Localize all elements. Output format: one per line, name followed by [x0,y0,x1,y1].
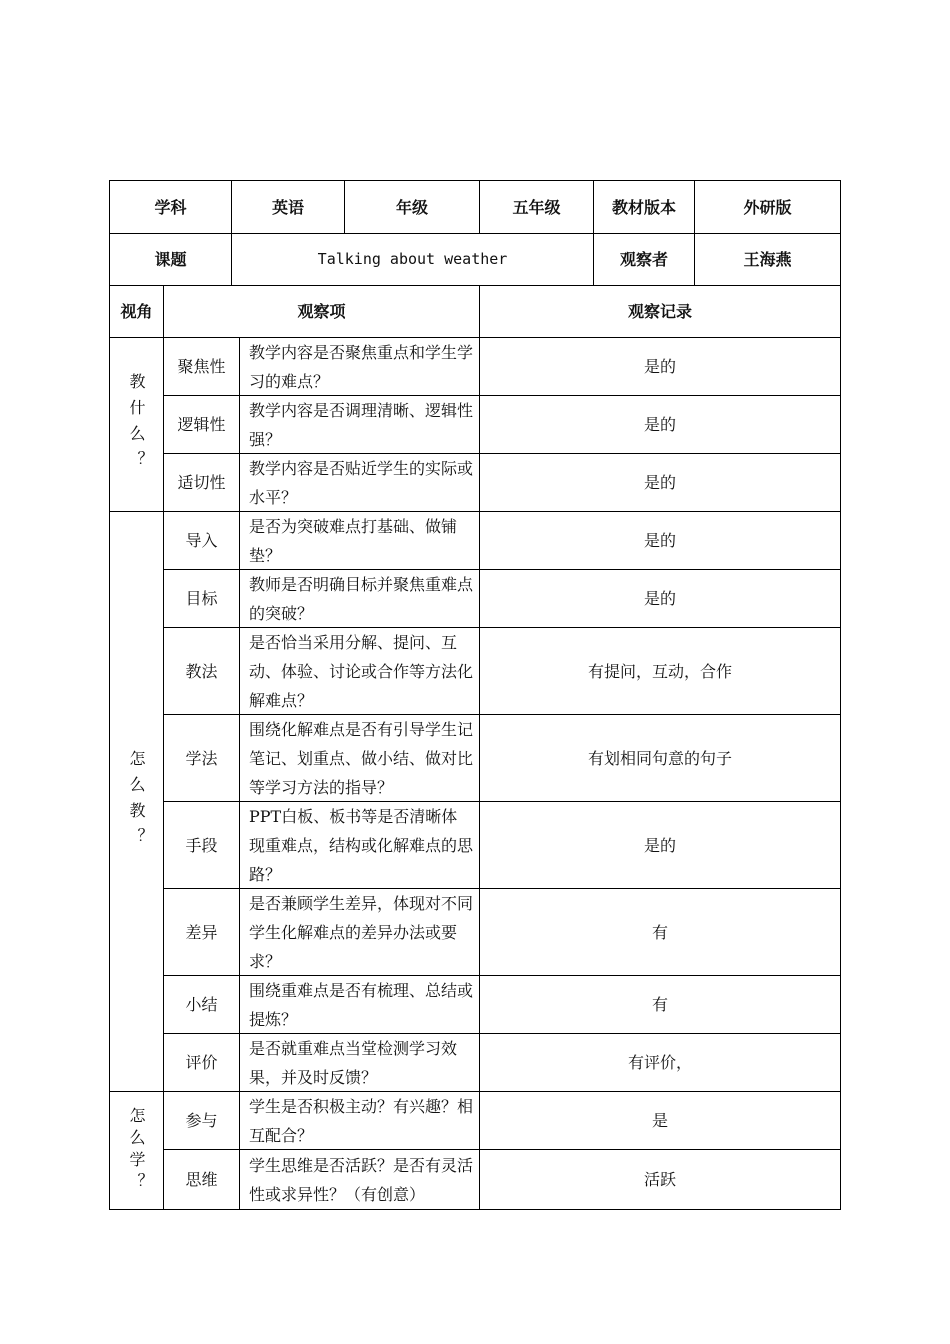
question-cell: PPT白板、板书等是否清晰体现重难点，结构或化解难点的思路？ [249,806,474,884]
aspect-cell: 学法 [185,748,218,768]
record-cell: 有 [651,995,668,1014]
question-cell: 围绕重难点是否有梳理、总结或提炼？ [249,980,474,1029]
grid-line [109,1209,841,1210]
record-cell: 是的 [643,531,676,550]
question-cell: 学生思维是否活跃？是否有灵活性或求异性？（有创意） [249,1155,474,1204]
section-label-how-to-learn: 怎么学？ [127,1106,146,1195]
column-header-item: 观察项 [297,302,346,321]
record-cell: 有提问，互动，合作 [587,661,732,681]
question-cell: 是否为突破难点打基础、做铺垫？ [249,516,458,565]
topic-label: 课题 [154,250,187,269]
question-cell: 围绕化解难点是否有引导学生记笔记、划重点、做小结、做对比等学习方法的指导？ [249,719,474,797]
grade-value: 五年级 [512,197,561,217]
question-cell: 学生是否积极主动？有兴趣？相互配合？ [249,1096,474,1145]
grade-label: 年级 [395,197,428,217]
grid-line [840,180,841,1210]
subject-label: 学科 [154,197,187,217]
question-cell: 是否就重难点当堂检测学习效果，并及时反馈？ [249,1038,458,1087]
edition-value: 外研版 [743,197,792,217]
record-cell: 有评价， [627,1053,692,1072]
record-cell: 有划相同句意的句子 [587,748,732,768]
edition-label: 教材版本 [611,197,676,217]
question-cell: 是否兼顾学生差异，体现对不同学生化解难点的差异办法或要求？ [249,893,474,971]
record-cell: 有 [651,922,668,942]
aspect-cell: 聚焦性 [177,357,226,376]
aspect-cell: 参与 [185,1111,218,1130]
question-cell: 教学内容是否贴近学生的实际或水平？ [249,458,474,507]
record-cell: 是 [651,1111,668,1130]
question-cell: 教学内容是否调理清晰、逻辑性强？ [249,400,474,449]
question-cell: 教师是否明确目标并聚焦重难点的突破？ [249,574,474,623]
aspect-cell: 目标 [185,589,218,608]
observer-value: 王海燕 [743,250,792,269]
aspect-cell: 评价 [185,1053,218,1072]
record-cell: 是的 [643,589,676,608]
aspect-cell: 逻辑性 [177,415,226,434]
column-header-record: 观察记录 [627,302,692,321]
aspect-cell: 差异 [185,922,218,942]
question-cell: 是否恰当采用分解、提问、互动、体验、讨论或合作等方法化解难点？ [249,632,474,710]
record-cell: 是的 [643,415,676,434]
record-cell: 是的 [643,835,676,855]
subject-value: 英语 [271,197,304,217]
aspect-cell: 小结 [185,995,218,1014]
record-cell: 是的 [643,473,676,492]
section-label-how-to-teach: 怎么教？ [127,749,146,854]
record-cell: 活跃 [643,1170,676,1189]
observer-label: 观察者 [619,250,668,269]
column-header-perspective: 视角 [120,302,153,321]
aspect-cell: 教法 [185,661,218,681]
aspect-cell: 手段 [185,835,218,855]
observation-table [109,180,841,1210]
aspect-cell: 思维 [185,1170,218,1189]
aspect-cell: 适切性 [177,473,226,492]
section-label-what-to-teach: 教什么？ [127,372,146,477]
record-cell: 是的 [643,357,676,376]
aspect-cell: 导入 [185,531,218,550]
topic-value: Talking about weather [317,250,508,268]
question-cell: 教学内容是否聚焦重点和学生学习的难点？ [249,342,474,391]
